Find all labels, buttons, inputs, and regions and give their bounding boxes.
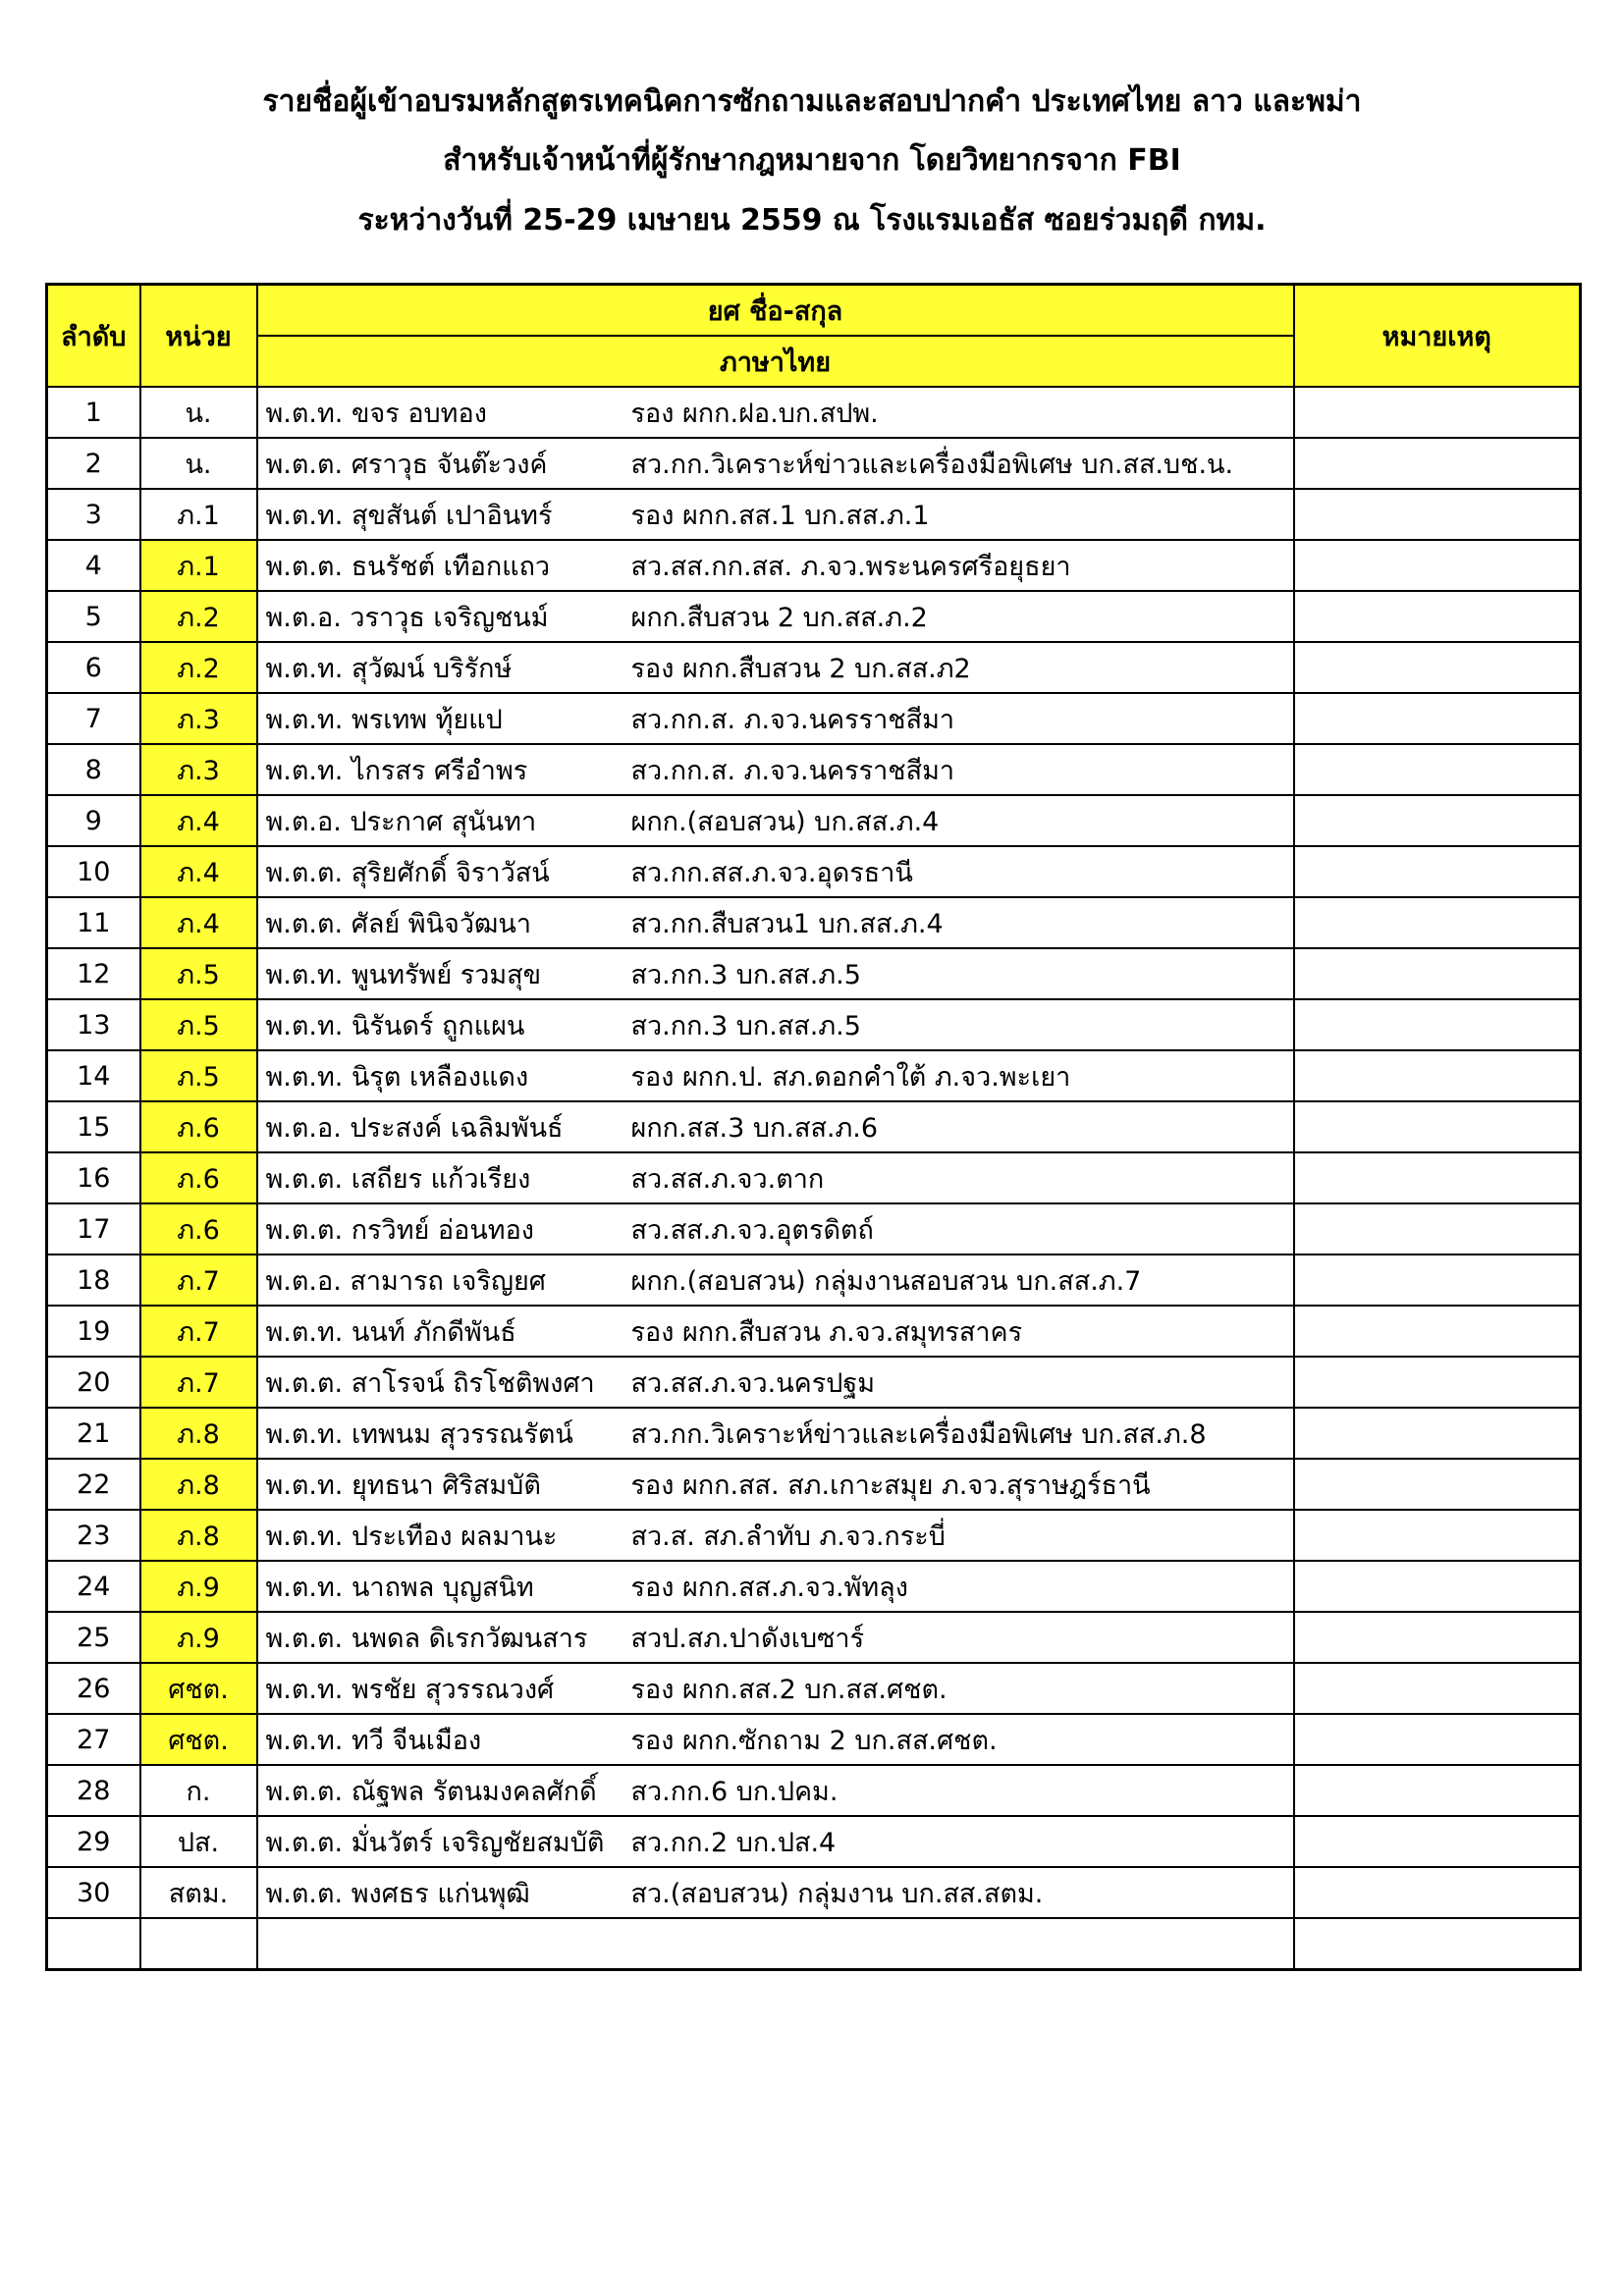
- row-number: 17: [47, 1203, 140, 1255]
- row-number: 13: [47, 999, 140, 1050]
- row-unit: ภ.2: [140, 591, 257, 642]
- row-name-cell: [257, 948, 1294, 999]
- table-row: [47, 591, 1581, 642]
- row-rank-name: พ.ต.ท. ทวี จีนเมือง: [265, 1725, 482, 1756]
- row-remark: [1294, 1663, 1581, 1714]
- row-number: 3: [47, 489, 140, 540]
- row-name-cell: [257, 1714, 1294, 1765]
- row-position: ผกก.สส.3 บก.สส.ภ.6: [630, 1112, 879, 1144]
- row-remark: [1294, 489, 1581, 540]
- row-position: รอง ผกก.สืบสวน 2 บก.สส.ภ2: [630, 653, 971, 684]
- row-remark: [1294, 744, 1581, 795]
- row-remark: [1294, 897, 1581, 948]
- row-number: 12: [47, 948, 140, 999]
- row-number: 30: [47, 1867, 140, 1918]
- row-unit: ภ.6: [140, 1203, 257, 1255]
- row-position: รอง ผกก.ป. สภ.ดอกคำใต้ ภ.จว.พะเยา: [630, 1061, 1071, 1093]
- row-rank-name: พ.ต.อ. วราวุธ เจริญชนม์: [265, 602, 549, 633]
- row-name-cell: [257, 489, 1294, 540]
- row-rank-name: พ.ต.ท. สุขสันต์ เปาอินทร์: [265, 500, 553, 531]
- row-unit: ปส.: [140, 1816, 257, 1867]
- table-row: [47, 540, 1581, 591]
- row-remark: [1294, 1612, 1581, 1663]
- row-unit: ภ.8: [140, 1408, 257, 1459]
- row-unit: ภ.1: [140, 540, 257, 591]
- row-number: 5: [47, 591, 140, 642]
- row-remark: [1294, 1050, 1581, 1101]
- document-title-line-3: ระหว่างวันที่ 25-29 เมษายน 2559 ณ โรงแรมเอธัส ซอยร่วมฤดี กทม.: [357, 203, 1267, 238]
- row-rank-name: พ.ต.ต. ศัลย์ พินิจวัฒนา: [265, 908, 532, 939]
- row-rank-name: พ.ต.ท. สุวัฒน์ บริรักษ์: [265, 653, 513, 684]
- row-name-cell: [257, 897, 1294, 948]
- row-position: สว.กก.2 บก.ปส.4: [630, 1827, 837, 1858]
- row-remark: [1294, 1765, 1581, 1816]
- row-rank-name: พ.ต.อ. สามารถ เจริญยศ: [265, 1265, 546, 1297]
- row-remark: [1294, 1408, 1581, 1459]
- row-remark: [1294, 1459, 1581, 1510]
- row-remark: [1294, 795, 1581, 846]
- row-number: 2: [47, 438, 140, 489]
- table-row: [47, 744, 1581, 795]
- row-number: 16: [47, 1152, 140, 1203]
- row-unit: ภ.7: [140, 1255, 257, 1306]
- row-unit: ภ.4: [140, 846, 257, 897]
- document-title-line-1: รายชื่อผู้เข้าอบรมหลักสูตรเทคนิคการซักถามและสอบปากคำ ประเทศไทย ลาว และพม่า: [262, 84, 1362, 119]
- table-row: [47, 1714, 1581, 1765]
- participant-table: [45, 283, 1582, 1971]
- row-number: 18: [47, 1255, 140, 1306]
- row-number: 21: [47, 1408, 140, 1459]
- row-name-cell: [257, 387, 1294, 438]
- table-row: [47, 1561, 1581, 1612]
- row-remark: [1294, 693, 1581, 744]
- row-position: สว.กก.วิเคราะห์ข่าวและเครื่องมือพิเศษ บก.สส.ภ.8: [630, 1418, 1207, 1450]
- row-number: 25: [47, 1612, 140, 1663]
- row-number: 20: [47, 1357, 140, 1408]
- table-row: [47, 795, 1581, 846]
- row-remark: [1294, 642, 1581, 693]
- row-name-cell: [257, 1306, 1294, 1357]
- row-remark: [1294, 1867, 1581, 1918]
- row-rank-name: พ.ต.ท. นนท์ ภักดีพันธ์: [265, 1316, 516, 1348]
- row-remark: [1294, 1152, 1581, 1203]
- row-name-cell: [257, 744, 1294, 795]
- row-name-cell: [257, 1152, 1294, 1203]
- row-position: สวป.สภ.ปาดังเบซาร์: [630, 1623, 865, 1654]
- row-name-cell: [257, 1357, 1294, 1408]
- row-unit: สตม.: [140, 1867, 257, 1918]
- row-name-cell: [257, 540, 1294, 591]
- row-number: 7: [47, 693, 140, 744]
- row-unit: ภ.5: [140, 999, 257, 1050]
- row-rank-name: พ.ต.ต. กรวิทย์ อ่อนทอง: [265, 1214, 534, 1246]
- row-number: 8: [47, 744, 140, 795]
- table-row: [47, 1510, 1581, 1561]
- row-position: รอง ผกก.สืบสวน ภ.จว.สมุทรสาคร: [630, 1316, 1023, 1348]
- row-number: 6: [47, 642, 140, 693]
- row-name-cell: [257, 1816, 1294, 1867]
- row-remark: [1294, 1306, 1581, 1357]
- row-name-cell: [257, 438, 1294, 489]
- column-header-remark: หมายเหตุ: [1294, 285, 1581, 388]
- row-remark: [1294, 1918, 1581, 1970]
- table-row: [47, 1050, 1581, 1101]
- table-row: [47, 387, 1581, 438]
- row-unit: ภ.3: [140, 744, 257, 795]
- row-position: สว.กก.สืบสวน1 บก.สส.ภ.4: [630, 908, 944, 939]
- row-position: สว.กก.ส. ภ.จว.นครราชสีมา: [630, 704, 955, 735]
- table-row: [47, 1918, 1581, 1970]
- table-row: [47, 1663, 1581, 1714]
- row-name-cell: [257, 1612, 1294, 1663]
- row-remark: [1294, 591, 1581, 642]
- table-row: [47, 438, 1581, 489]
- row-name-cell: [257, 1867, 1294, 1918]
- row-remark: [1294, 1101, 1581, 1152]
- row-unit: ภ.6: [140, 1101, 257, 1152]
- row-position: ผกก.(สอบสวน) กลุ่มงานสอบสวน บก.สส.ภ.7: [630, 1265, 1142, 1297]
- row-position: รอง ผกก.สส. สภ.เกาะสมุย ภ.จว.สุราษฎร์ธานี: [630, 1469, 1151, 1501]
- row-rank-name: พ.ต.ท. นาถพล บุญสนิท: [265, 1572, 534, 1603]
- row-name-cell: [257, 1765, 1294, 1816]
- column-header-unit: หน่วย: [140, 285, 257, 388]
- table-row: [47, 1152, 1581, 1203]
- row-rank-name: พ.ต.ต. ณัฐพล รัตนมงคลศักดิ์: [265, 1776, 597, 1807]
- table-row: [47, 693, 1581, 744]
- row-remark: [1294, 846, 1581, 897]
- row-number: 10: [47, 846, 140, 897]
- row-unit: ภ.7: [140, 1357, 257, 1408]
- row-rank-name: พ.ต.ท. เทพนม สุวรรณรัตน์: [265, 1418, 573, 1450]
- row-position: สว.ส. สภ.ลำทับ ภ.จว.กระบี่: [630, 1521, 946, 1552]
- table-body: [47, 387, 1581, 1970]
- row-rank-name: พ.ต.ท. นิรุต เหลืองแดง: [265, 1061, 529, 1093]
- row-position: รอง ผกก.สส.2 บก.สส.ศชต.: [630, 1674, 947, 1705]
- row-name-cell: [257, 1203, 1294, 1255]
- row-number: [47, 1918, 140, 1970]
- row-position: สว.กก.3 บก.สส.ภ.5: [630, 1010, 861, 1041]
- row-unit: ภ.6: [140, 1152, 257, 1203]
- row-unit: ภ.3: [140, 693, 257, 744]
- row-unit: ก.: [140, 1765, 257, 1816]
- row-rank-name: พ.ต.ท. ประเทือง ผลมานะ: [265, 1521, 558, 1552]
- row-name-cell: [257, 693, 1294, 744]
- row-name-cell: [257, 1050, 1294, 1101]
- table-row: [47, 1408, 1581, 1459]
- row-name-cell: [257, 999, 1294, 1050]
- row-number: 4: [47, 540, 140, 591]
- row-unit: ภ.5: [140, 1050, 257, 1101]
- row-rank-name: พ.ต.อ. ประกาศ สุนันทา: [265, 806, 537, 837]
- row-name-cell: [257, 1663, 1294, 1714]
- table-row: [47, 1203, 1581, 1255]
- row-position: รอง ผกก.ซักถาม 2 บก.สส.ศชต.: [630, 1725, 998, 1756]
- row-rank-name: พ.ต.ท. ยุทธนา ศิริสมบัติ: [265, 1469, 541, 1501]
- row-unit: ภ.9: [140, 1561, 257, 1612]
- table-row: [47, 642, 1581, 693]
- row-remark: [1294, 1357, 1581, 1408]
- row-rank-name: พ.ต.ท. ไกรสร ศรีอำพร: [265, 755, 528, 786]
- row-rank-name: พ.ต.ท. นิรันดร์ ถูกแผน: [265, 1010, 525, 1041]
- row-rank-name: พ.ต.ต. ศราวุธ จันต๊ะวงค์: [265, 449, 548, 480]
- row-position: รอง ผกก.สส.1 บก.สส.ภ.1: [630, 500, 930, 531]
- row-rank-name: พ.ต.ท. พรชัย สุวรรณวงศ์: [265, 1674, 555, 1705]
- row-position: สว.สส.ภ.จว.นครปฐม: [630, 1367, 876, 1399]
- row-unit: ภ.8: [140, 1510, 257, 1561]
- row-position: สว.สส.ภ.จว.อุตรดิตถ์: [630, 1214, 874, 1246]
- table-row: [47, 1255, 1581, 1306]
- row-rank-name: พ.ต.ต. พงศธร แก่นพุฒิ: [265, 1878, 530, 1909]
- row-position: ผกก.(สอบสวน) บก.สส.ภ.4: [630, 806, 940, 837]
- row-name-cell: [257, 591, 1294, 642]
- table-row: [47, 1357, 1581, 1408]
- row-number: 27: [47, 1714, 140, 1765]
- row-unit: ภ.9: [140, 1612, 257, 1663]
- row-position: สว.สส.กก.สส. ภ.จว.พระนครศรีอยุธยา: [630, 551, 1071, 582]
- row-unit: น.: [140, 387, 257, 438]
- row-rank-name: พ.ต.ต. สาโรจน์ ถิรโชติพงศา: [265, 1367, 595, 1399]
- column-header-name-thai: ภาษาไทย: [257, 336, 1294, 387]
- row-number: 1: [47, 387, 140, 438]
- row-number: 9: [47, 795, 140, 846]
- row-rank-name: พ.ต.ต. ธนรัชต์ เทือกแถว: [265, 551, 551, 582]
- row-unit: ภ.5: [140, 948, 257, 999]
- row-unit: ศชต.: [140, 1714, 257, 1765]
- row-position: รอง ผกก.ฝอ.บก.สปพ.: [630, 398, 879, 429]
- row-position: สว.กก.3 บก.สส.ภ.5: [630, 959, 861, 990]
- column-header-no: ลำดับ: [47, 285, 140, 388]
- row-number: 14: [47, 1050, 140, 1101]
- row-position: สว.(สอบสวน) กลุ่มงาน บก.สส.สตม.: [630, 1878, 1044, 1909]
- row-remark: [1294, 438, 1581, 489]
- table-row: [47, 999, 1581, 1050]
- row-number: 23: [47, 1510, 140, 1561]
- row-number: 28: [47, 1765, 140, 1816]
- table-row: [47, 1816, 1581, 1867]
- row-position: สว.สส.ภ.จว.ตาก: [630, 1163, 825, 1195]
- row-name-cell: [257, 1918, 1294, 1970]
- row-number: 19: [47, 1306, 140, 1357]
- row-rank-name: พ.ต.อ. ประสงค์ เฉลิมพันธ์: [265, 1112, 564, 1144]
- row-remark: [1294, 1510, 1581, 1561]
- row-position: ผกก.สืบสวน 2 บก.สส.ภ.2: [630, 602, 928, 633]
- row-position: สว.กก.6 บก.ปคม.: [630, 1776, 839, 1807]
- row-number: 15: [47, 1101, 140, 1152]
- row-position: สว.กก.วิเคราะห์ข่าวและเครื่องมือพิเศษ บก.สส.บช.น.: [630, 449, 1234, 480]
- row-remark: [1294, 948, 1581, 999]
- row-name-cell: [257, 1459, 1294, 1510]
- row-remark: [1294, 1714, 1581, 1765]
- row-unit: น.: [140, 438, 257, 489]
- row-position: สว.กก.ส. ภ.จว.นครราชสีมา: [630, 755, 955, 786]
- row-rank-name: พ.ต.ท. พูนทรัพย์ รวมสุข: [265, 959, 542, 990]
- table-row: [47, 1612, 1581, 1663]
- row-rank-name: พ.ต.ต. มั่นวัตร์ เจริญชัยสมบัติ: [265, 1827, 605, 1858]
- table-row: [47, 948, 1581, 999]
- row-rank-name: พ.ต.ท. พรเทพ ทุ้ยแป: [265, 704, 503, 735]
- row-unit: ภ.7: [140, 1306, 257, 1357]
- row-unit: ภ.1: [140, 489, 257, 540]
- row-unit: ภ.4: [140, 795, 257, 846]
- row-remark: [1294, 387, 1581, 438]
- row-remark: [1294, 540, 1581, 591]
- row-position: รอง ผกก.สส.ภ.จว.พัทลุง: [630, 1572, 908, 1603]
- document-title-line-2: สำหรับเจ้าหน้าที่ผู้รักษากฎหมายจาก โดยวิทยากรจาก FBI: [443, 143, 1181, 178]
- table-row: [47, 1867, 1581, 1918]
- row-unit: ภ.4: [140, 897, 257, 948]
- table-row: [47, 846, 1581, 897]
- row-name-cell: [257, 1408, 1294, 1459]
- row-name-cell: [257, 846, 1294, 897]
- column-header-name: ยศ ชื่อ-สกุล: [257, 285, 1294, 337]
- row-name-cell: [257, 642, 1294, 693]
- row-remark: [1294, 1816, 1581, 1867]
- row-number: 29: [47, 1816, 140, 1867]
- table-row: [47, 1101, 1581, 1152]
- row-rank-name: พ.ต.ต. สุริยศักดิ์ จิราวัสน์: [265, 857, 550, 888]
- row-rank-name: พ.ต.ต. นพดล ดิเรกวัฒนสาร: [265, 1623, 588, 1654]
- row-unit: ศชต.: [140, 1663, 257, 1714]
- row-rank-name: พ.ต.ต. เสถียร แก้วเรียง: [265, 1163, 531, 1195]
- row-remark: [1294, 1203, 1581, 1255]
- row-remark: [1294, 1561, 1581, 1612]
- row-name-cell: [257, 1561, 1294, 1612]
- row-name-cell: [257, 795, 1294, 846]
- row-remark: [1294, 1255, 1581, 1306]
- row-number: 11: [47, 897, 140, 948]
- row-unit: [140, 1918, 257, 1970]
- row-remark: [1294, 999, 1581, 1050]
- row-name-cell: [257, 1101, 1294, 1152]
- table-row: [47, 897, 1581, 948]
- table-row: [47, 1765, 1581, 1816]
- table-row: [47, 489, 1581, 540]
- row-number: 26: [47, 1663, 140, 1714]
- table-row: [47, 1306, 1581, 1357]
- row-unit: ภ.8: [140, 1459, 257, 1510]
- row-name-cell: [257, 1510, 1294, 1561]
- row-unit: ภ.2: [140, 642, 257, 693]
- row-number: 22: [47, 1459, 140, 1510]
- row-name-cell: [257, 1255, 1294, 1306]
- table-row: [47, 1459, 1581, 1510]
- row-rank-name: พ.ต.ท. ขจร อบทอง: [265, 398, 487, 429]
- row-position: สว.กก.สส.ภ.จว.อุดรธานี: [630, 857, 913, 888]
- row-number: 24: [47, 1561, 140, 1612]
